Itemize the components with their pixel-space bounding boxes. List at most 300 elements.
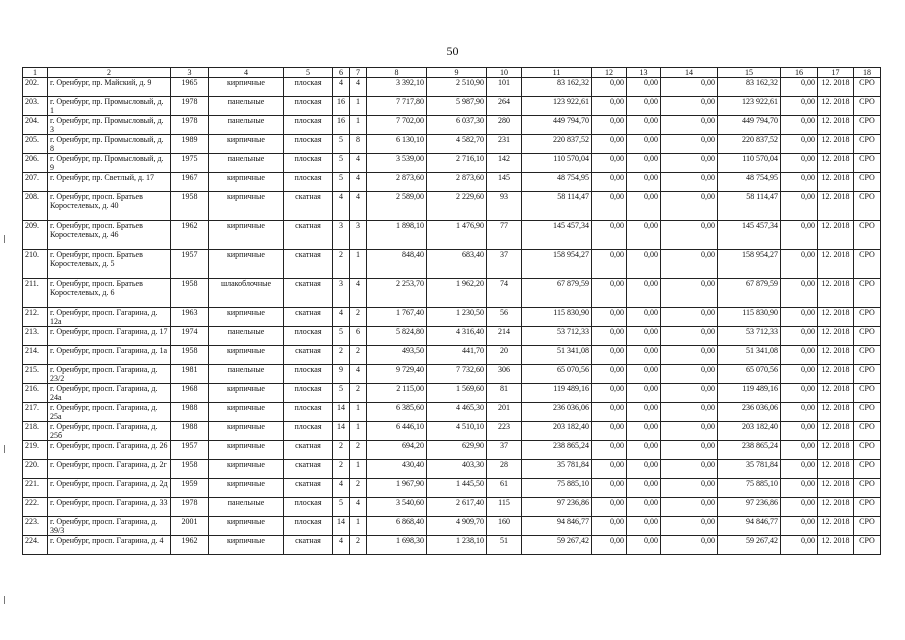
table-row bbox=[23, 173, 881, 192]
cost-col12-cell: 0,00 bbox=[592, 173, 627, 192]
floors-cell: 3 bbox=[333, 279, 350, 308]
entrances-cell: 1 bbox=[350, 517, 367, 536]
cost-col13-cell: 0,00 bbox=[627, 403, 661, 422]
row-number-cell: 218. bbox=[23, 422, 48, 441]
column-number-17: 17 bbox=[818, 68, 854, 78]
funding-method-cell: СРО bbox=[854, 441, 881, 460]
floors-cell: 2 bbox=[333, 346, 350, 365]
roof-type-cell: скатная bbox=[284, 479, 333, 498]
cost-col13-cell: 0,00 bbox=[627, 479, 661, 498]
completion-date-cell: 12. 2018 bbox=[818, 279, 854, 308]
total-area-cell: 6 868,40 bbox=[367, 517, 427, 536]
residents-cell: 223 bbox=[487, 422, 522, 441]
funding-method-cell: СРО bbox=[854, 154, 881, 173]
cost-col16-cell: 0,00 bbox=[781, 250, 818, 279]
cost-col15-cell: 94 846,77 bbox=[718, 517, 781, 536]
entrances-cell: 4 bbox=[350, 192, 367, 221]
funding-method-cell: СРО bbox=[854, 135, 881, 154]
cost-col12-cell: 0,00 bbox=[592, 327, 627, 346]
completion-date-cell: 12. 2018 bbox=[818, 498, 854, 517]
cost-col14-cell: 0,00 bbox=[661, 479, 718, 498]
table-row bbox=[23, 279, 881, 308]
year-built-cell: 1959 bbox=[171, 479, 209, 498]
total-cost-cell: 94 846,77 bbox=[522, 517, 592, 536]
entrances-cell: 1 bbox=[350, 250, 367, 279]
year-built-cell: 1974 bbox=[171, 327, 209, 346]
wall-material-cell: кирпичные bbox=[209, 192, 284, 221]
residents-cell: 145 bbox=[487, 173, 522, 192]
cost-col16-cell: 0,00 bbox=[781, 308, 818, 327]
cost-col13-cell: 0,00 bbox=[627, 279, 661, 308]
entrances-cell: 8 bbox=[350, 135, 367, 154]
completion-date-cell: 12. 2018 bbox=[818, 135, 854, 154]
entrances-cell: 4 bbox=[350, 279, 367, 308]
column-number-4: 4 bbox=[209, 68, 284, 78]
roof-type-cell: плоская bbox=[284, 154, 333, 173]
completion-date-cell: 12. 2018 bbox=[818, 308, 854, 327]
total-area-cell: 1 898,10 bbox=[367, 221, 427, 250]
address-cell: г. Оренбург, просп. Гагарина, д. 2д bbox=[48, 479, 171, 498]
completion-date-cell: 12. 2018 bbox=[818, 78, 854, 97]
year-built-cell: 1989 bbox=[171, 135, 209, 154]
floors-cell: 3 bbox=[333, 221, 350, 250]
residential-area-cell: 1 238,10 bbox=[427, 536, 487, 555]
total-cost-cell: 65 070,56 bbox=[522, 365, 592, 384]
table-row bbox=[23, 154, 881, 173]
cost-col14-cell: 0,00 bbox=[661, 173, 718, 192]
table-row bbox=[23, 221, 881, 250]
residents-cell: 77 bbox=[487, 221, 522, 250]
residents-cell: 28 bbox=[487, 460, 522, 479]
table-row bbox=[23, 479, 881, 498]
roof-type-cell: плоская bbox=[284, 365, 333, 384]
cost-col16-cell: 0,00 bbox=[781, 403, 818, 422]
roof-type-cell: плоская bbox=[284, 422, 333, 441]
address-cell: г. Оренбург, пр. Промысловый, д. 8 bbox=[48, 135, 171, 154]
entrances-cell: 6 bbox=[350, 327, 367, 346]
wall-material-cell: кирпичные bbox=[209, 517, 284, 536]
cost-col13-cell: 0,00 bbox=[627, 116, 661, 135]
entrances-cell: 4 bbox=[350, 365, 367, 384]
completion-date-cell: 12. 2018 bbox=[818, 116, 854, 135]
address-cell: г. Оренбург, пр. Светлый, д. 17 bbox=[48, 173, 171, 192]
cost-col14-cell: 0,00 bbox=[661, 192, 718, 221]
completion-date-cell: 12. 2018 bbox=[818, 173, 854, 192]
table-row bbox=[23, 517, 881, 536]
total-cost-cell: 67 879,59 bbox=[522, 279, 592, 308]
column-number-5: 5 bbox=[284, 68, 333, 78]
cost-col15-cell: 110 570,04 bbox=[718, 154, 781, 173]
cost-col16-cell: 0,00 bbox=[781, 135, 818, 154]
cost-col12-cell: 0,00 bbox=[592, 365, 627, 384]
funding-method-cell: СРО bbox=[854, 116, 881, 135]
funding-method-cell: СРО bbox=[854, 384, 881, 403]
residents-cell: 142 bbox=[487, 154, 522, 173]
roof-type-cell: плоская bbox=[284, 97, 333, 116]
address-cell: г. Оренбург, просп. Гагарина, д. 26 bbox=[48, 441, 171, 460]
wall-material-cell: панельные bbox=[209, 498, 284, 517]
year-built-cell: 1962 bbox=[171, 536, 209, 555]
cost-col14-cell: 0,00 bbox=[661, 403, 718, 422]
entrances-cell: 4 bbox=[350, 78, 367, 97]
cost-col14-cell: 0,00 bbox=[661, 97, 718, 116]
entrances-cell: 1 bbox=[350, 116, 367, 135]
year-built-cell: 1963 bbox=[171, 308, 209, 327]
entrances-cell: 3 bbox=[350, 221, 367, 250]
row-number-cell: 203. bbox=[23, 97, 48, 116]
cost-col14-cell: 0,00 bbox=[661, 536, 718, 555]
column-number-9: 9 bbox=[427, 68, 487, 78]
cost-col12-cell: 0,00 bbox=[592, 460, 627, 479]
floors-cell: 5 bbox=[333, 135, 350, 154]
floors-cell: 4 bbox=[333, 536, 350, 555]
floors-cell: 5 bbox=[333, 498, 350, 517]
cost-col12-cell: 0,00 bbox=[592, 346, 627, 365]
roof-type-cell: плоская bbox=[284, 173, 333, 192]
roof-type-cell: плоская bbox=[284, 498, 333, 517]
table-row bbox=[23, 308, 881, 327]
address-cell: г. Оренбург, просп. Гагарина, д. 39/3 bbox=[48, 517, 171, 536]
wall-material-cell: панельные bbox=[209, 154, 284, 173]
total-cost-cell: 115 830,90 bbox=[522, 308, 592, 327]
cost-col16-cell: 0,00 bbox=[781, 327, 818, 346]
table-row bbox=[23, 192, 881, 221]
floors-cell: 14 bbox=[333, 517, 350, 536]
row-number-cell: 207. bbox=[23, 173, 48, 192]
total-area-cell: 2 873,60 bbox=[367, 173, 427, 192]
residents-cell: 115 bbox=[487, 498, 522, 517]
completion-date-cell: 12. 2018 bbox=[818, 221, 854, 250]
cost-col12-cell: 0,00 bbox=[592, 154, 627, 173]
page-number: 50 bbox=[446, 44, 459, 58]
address-cell: г. Оренбург, просп. Гагарина, д. 25а bbox=[48, 403, 171, 422]
total-area-cell: 1 967,90 bbox=[367, 479, 427, 498]
row-number-cell: 222. bbox=[23, 498, 48, 517]
cost-col12-cell: 0,00 bbox=[592, 403, 627, 422]
cost-col13-cell: 0,00 bbox=[627, 135, 661, 154]
total-cost-cell: 119 489,16 bbox=[522, 384, 592, 403]
cost-col15-cell: 58 114,47 bbox=[718, 192, 781, 221]
cost-col15-cell: 65 070,56 bbox=[718, 365, 781, 384]
cost-col13-cell: 0,00 bbox=[627, 154, 661, 173]
roof-type-cell: скатная bbox=[284, 221, 333, 250]
residents-cell: 81 bbox=[487, 384, 522, 403]
year-built-cell: 1957 bbox=[171, 441, 209, 460]
cost-col16-cell: 0,00 bbox=[781, 97, 818, 116]
row-number-cell: 217. bbox=[23, 403, 48, 422]
total-area-cell: 1 698,30 bbox=[367, 536, 427, 555]
cost-col15-cell: 238 865,24 bbox=[718, 441, 781, 460]
address-cell: г. Оренбург, просп. Гагарина, д. 12а bbox=[48, 308, 171, 327]
cost-col15-cell: 35 781,84 bbox=[718, 460, 781, 479]
residential-area-cell: 4 316,40 bbox=[427, 327, 487, 346]
cost-col13-cell: 0,00 bbox=[627, 498, 661, 517]
cost-col12-cell: 0,00 bbox=[592, 250, 627, 279]
roof-type-cell: скатная bbox=[284, 346, 333, 365]
cost-col13-cell: 0,00 bbox=[627, 422, 661, 441]
wall-material-cell: кирпичные bbox=[209, 78, 284, 97]
column-number-row bbox=[23, 68, 881, 78]
total-cost-cell: 158 954,27 bbox=[522, 250, 592, 279]
cost-col14-cell: 0,00 bbox=[661, 517, 718, 536]
residential-area-cell: 4 909,70 bbox=[427, 517, 487, 536]
completion-date-cell: 12. 2018 bbox=[818, 365, 854, 384]
cost-col12-cell: 0,00 bbox=[592, 498, 627, 517]
year-built-cell: 1958 bbox=[171, 192, 209, 221]
cost-col13-cell: 0,00 bbox=[627, 384, 661, 403]
cost-col16-cell: 0,00 bbox=[781, 460, 818, 479]
funding-method-cell: СРО bbox=[854, 327, 881, 346]
residents-cell: 214 bbox=[487, 327, 522, 346]
year-built-cell: 1967 bbox=[171, 173, 209, 192]
residential-area-cell: 1 476,90 bbox=[427, 221, 487, 250]
wall-material-cell: кирпичные bbox=[209, 308, 284, 327]
table-row bbox=[23, 422, 881, 441]
column-number-7: 7 bbox=[350, 68, 367, 78]
residents-cell: 37 bbox=[487, 250, 522, 279]
residents-cell: 201 bbox=[487, 403, 522, 422]
cost-col15-cell: 158 954,27 bbox=[718, 250, 781, 279]
cost-col13-cell: 0,00 bbox=[627, 517, 661, 536]
wall-material-cell: кирпичные bbox=[209, 403, 284, 422]
cost-col14-cell: 0,00 bbox=[661, 346, 718, 365]
address-cell: г. Оренбург, пр. Промысловый, д. 1 bbox=[48, 97, 171, 116]
completion-date-cell: 12. 2018 bbox=[818, 536, 854, 555]
table-row bbox=[23, 250, 881, 279]
margin-mark bbox=[4, 596, 5, 604]
row-number-cell: 202. bbox=[23, 78, 48, 97]
cost-col14-cell: 0,00 bbox=[661, 327, 718, 346]
total-area-cell: 493,50 bbox=[367, 346, 427, 365]
funding-method-cell: СРО bbox=[854, 97, 881, 116]
entrances-cell: 1 bbox=[350, 403, 367, 422]
cost-col12-cell: 0,00 bbox=[592, 441, 627, 460]
cost-col12-cell: 0,00 bbox=[592, 422, 627, 441]
wall-material-cell: кирпичные bbox=[209, 346, 284, 365]
address-cell: г. Оренбург, просп. Братьев Коростелевых, д. 46 bbox=[48, 221, 171, 250]
cost-col15-cell: 123 922,61 bbox=[718, 97, 781, 116]
completion-date-cell: 12. 2018 bbox=[818, 403, 854, 422]
residents-cell: 231 bbox=[487, 135, 522, 154]
cost-col14-cell: 0,00 bbox=[661, 135, 718, 154]
cost-col12-cell: 0,00 bbox=[592, 384, 627, 403]
cost-col14-cell: 0,00 bbox=[661, 116, 718, 135]
total-cost-cell: 110 570,04 bbox=[522, 154, 592, 173]
cost-col15-cell: 97 236,86 bbox=[718, 498, 781, 517]
margin-mark bbox=[4, 235, 5, 243]
cost-col16-cell: 0,00 bbox=[781, 441, 818, 460]
cost-col14-cell: 0,00 bbox=[661, 498, 718, 517]
wall-material-cell: панельные bbox=[209, 97, 284, 116]
floors-cell: 4 bbox=[333, 192, 350, 221]
year-built-cell: 1962 bbox=[171, 221, 209, 250]
total-area-cell: 3 539,00 bbox=[367, 154, 427, 173]
cost-col13-cell: 0,00 bbox=[627, 173, 661, 192]
residential-area-cell: 7 732,60 bbox=[427, 365, 487, 384]
total-cost-cell: 97 236,86 bbox=[522, 498, 592, 517]
table-row bbox=[23, 78, 881, 97]
residents-cell: 101 bbox=[487, 78, 522, 97]
entrances-cell: 4 bbox=[350, 498, 367, 517]
address-cell: г. Оренбург, просп. Гагарина, д. 2г bbox=[48, 460, 171, 479]
residential-area-cell: 2 716,10 bbox=[427, 154, 487, 173]
cost-col16-cell: 0,00 bbox=[781, 365, 818, 384]
entrances-cell: 2 bbox=[350, 536, 367, 555]
total-cost-cell: 449 794,70 bbox=[522, 116, 592, 135]
year-built-cell: 1975 bbox=[171, 154, 209, 173]
residential-area-cell: 1 569,60 bbox=[427, 384, 487, 403]
table-row bbox=[23, 403, 881, 422]
roof-type-cell: скатная bbox=[284, 441, 333, 460]
completion-date-cell: 12. 2018 bbox=[818, 327, 854, 346]
roof-type-cell: плоская bbox=[284, 517, 333, 536]
year-built-cell: 1965 bbox=[171, 78, 209, 97]
floors-cell: 5 bbox=[333, 173, 350, 192]
total-cost-cell: 203 182,40 bbox=[522, 422, 592, 441]
residential-area-cell: 2 229,60 bbox=[427, 192, 487, 221]
total-cost-cell: 83 162,32 bbox=[522, 78, 592, 97]
year-built-cell: 1978 bbox=[171, 97, 209, 116]
address-cell: г. Оренбург, просп. Братьев Коростелевых, д. 6 bbox=[48, 279, 171, 308]
cost-col12-cell: 0,00 bbox=[592, 279, 627, 308]
column-number-13: 13 bbox=[627, 68, 661, 78]
cost-col12-cell: 0,00 bbox=[592, 221, 627, 250]
cost-col16-cell: 0,00 bbox=[781, 517, 818, 536]
cost-col16-cell: 0,00 bbox=[781, 221, 818, 250]
column-number-3: 3 bbox=[171, 68, 209, 78]
completion-date-cell: 12. 2018 bbox=[818, 154, 854, 173]
roof-type-cell: плоская bbox=[284, 78, 333, 97]
address-cell: г. Оренбург, просп. Гагарина, д. 4 bbox=[48, 536, 171, 555]
completion-date-cell: 12. 2018 bbox=[818, 192, 854, 221]
cost-col13-cell: 0,00 bbox=[627, 78, 661, 97]
residents-cell: 20 bbox=[487, 346, 522, 365]
wall-material-cell: кирпичные bbox=[209, 441, 284, 460]
completion-date-cell: 12. 2018 bbox=[818, 250, 854, 279]
entrances-cell: 4 bbox=[350, 173, 367, 192]
cost-col12-cell: 0,00 bbox=[592, 308, 627, 327]
cost-col13-cell: 0,00 bbox=[627, 97, 661, 116]
cost-col12-cell: 0,00 bbox=[592, 97, 627, 116]
floors-cell: 5 bbox=[333, 327, 350, 346]
funding-method-cell: СРО bbox=[854, 479, 881, 498]
entrances-cell: 1 bbox=[350, 460, 367, 479]
funding-method-cell: СРО bbox=[854, 78, 881, 97]
cost-col12-cell: 0,00 bbox=[592, 479, 627, 498]
cost-col16-cell: 0,00 bbox=[781, 384, 818, 403]
cost-col16-cell: 0,00 bbox=[781, 173, 818, 192]
wall-material-cell: кирпичные bbox=[209, 536, 284, 555]
funding-method-cell: СРО bbox=[854, 192, 881, 221]
address-cell: г. Оренбург, просп. Гагарина, д. 25б bbox=[48, 422, 171, 441]
residential-area-cell: 4 582,70 bbox=[427, 135, 487, 154]
housing-table bbox=[22, 67, 881, 555]
entrances-cell: 2 bbox=[350, 441, 367, 460]
residential-area-cell: 629,90 bbox=[427, 441, 487, 460]
cost-col15-cell: 203 182,40 bbox=[718, 422, 781, 441]
completion-date-cell: 12. 2018 bbox=[818, 517, 854, 536]
year-built-cell: 1958 bbox=[171, 346, 209, 365]
cost-col12-cell: 0,00 bbox=[592, 192, 627, 221]
roof-type-cell: скатная bbox=[284, 308, 333, 327]
cost-col14-cell: 0,00 bbox=[661, 279, 718, 308]
total-area-cell: 430,40 bbox=[367, 460, 427, 479]
column-number-15: 15 bbox=[718, 68, 781, 78]
row-number-cell: 208. bbox=[23, 192, 48, 221]
cost-col13-cell: 0,00 bbox=[627, 346, 661, 365]
funding-method-cell: СРО bbox=[854, 250, 881, 279]
floors-cell: 4 bbox=[333, 479, 350, 498]
cost-col14-cell: 0,00 bbox=[661, 221, 718, 250]
entrances-cell: 2 bbox=[350, 308, 367, 327]
total-area-cell: 6 385,60 bbox=[367, 403, 427, 422]
cost-col16-cell: 0,00 bbox=[781, 78, 818, 97]
completion-date-cell: 12. 2018 bbox=[818, 384, 854, 403]
cost-col14-cell: 0,00 bbox=[661, 422, 718, 441]
address-cell: г. Оренбург, просп. Братьев Коростелевых, д. 5 bbox=[48, 250, 171, 279]
floors-cell: 2 bbox=[333, 250, 350, 279]
cost-col15-cell: 59 267,42 bbox=[718, 536, 781, 555]
residents-cell: 306 bbox=[487, 365, 522, 384]
wall-material-cell: кирпичные bbox=[209, 422, 284, 441]
year-built-cell: 1958 bbox=[171, 279, 209, 308]
floors-cell: 2 bbox=[333, 441, 350, 460]
entrances-cell: 2 bbox=[350, 479, 367, 498]
total-cost-cell: 58 114,47 bbox=[522, 192, 592, 221]
table-row bbox=[23, 135, 881, 154]
funding-method-cell: СРО bbox=[854, 221, 881, 250]
total-cost-cell: 123 922,61 bbox=[522, 97, 592, 116]
table-row bbox=[23, 346, 881, 365]
cost-col13-cell: 0,00 bbox=[627, 365, 661, 384]
floors-cell: 4 bbox=[333, 78, 350, 97]
residential-area-cell: 4 510,10 bbox=[427, 422, 487, 441]
row-number-cell: 204. bbox=[23, 116, 48, 135]
total-cost-cell: 51 341,08 bbox=[522, 346, 592, 365]
residents-cell: 264 bbox=[487, 97, 522, 116]
residential-area-cell: 5 987,90 bbox=[427, 97, 487, 116]
cost-col14-cell: 0,00 bbox=[661, 384, 718, 403]
column-number-16: 16 bbox=[781, 68, 818, 78]
year-built-cell: 1968 bbox=[171, 384, 209, 403]
cost-col13-cell: 0,00 bbox=[627, 536, 661, 555]
wall-material-cell: кирпичные bbox=[209, 221, 284, 250]
total-area-cell: 3 392,10 bbox=[367, 78, 427, 97]
cost-col14-cell: 0,00 bbox=[661, 154, 718, 173]
residential-area-cell: 2 510,90 bbox=[427, 78, 487, 97]
entrances-cell: 1 bbox=[350, 97, 367, 116]
year-built-cell: 1988 bbox=[171, 422, 209, 441]
table-row bbox=[23, 384, 881, 403]
funding-method-cell: СРО bbox=[854, 346, 881, 365]
wall-material-cell: панельные bbox=[209, 327, 284, 346]
table-row bbox=[23, 498, 881, 517]
completion-date-cell: 12. 2018 bbox=[818, 97, 854, 116]
roof-type-cell: скатная bbox=[284, 460, 333, 479]
row-number-cell: 214. bbox=[23, 346, 48, 365]
column-number-18: 18 bbox=[854, 68, 881, 78]
total-cost-cell: 145 457,34 bbox=[522, 221, 592, 250]
total-area-cell: 2 253,70 bbox=[367, 279, 427, 308]
total-area-cell: 694,20 bbox=[367, 441, 427, 460]
total-cost-cell: 59 267,42 bbox=[522, 536, 592, 555]
residents-cell: 37 bbox=[487, 441, 522, 460]
residential-area-cell: 441,70 bbox=[427, 346, 487, 365]
address-cell: г. Оренбург, просп. Гагарина, д. 33 bbox=[48, 498, 171, 517]
table-row bbox=[23, 327, 881, 346]
cost-col15-cell: 75 885,10 bbox=[718, 479, 781, 498]
address-cell: г. Оренбург, просп. Гагарина, д. 24а bbox=[48, 384, 171, 403]
